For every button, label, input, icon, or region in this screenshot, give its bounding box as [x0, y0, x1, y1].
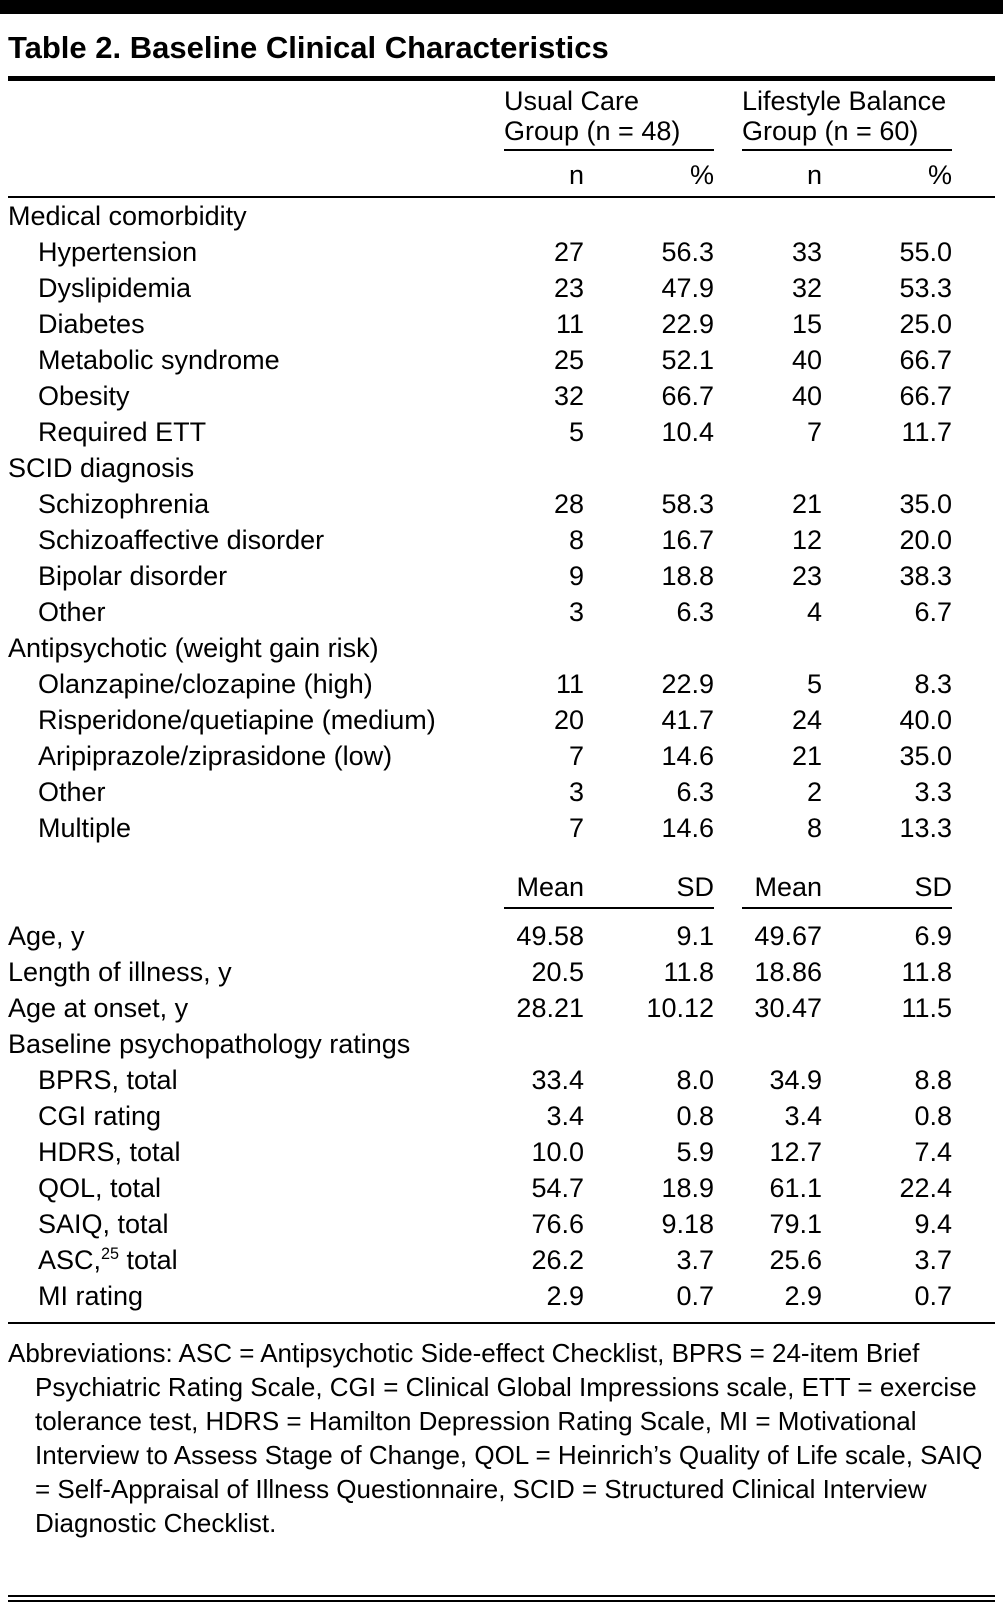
value-cell: 20.5: [531, 957, 584, 987]
value-cell: 54.7: [531, 1173, 584, 1203]
value-cell: 34.9: [769, 1065, 822, 1095]
row-label: Aripiprazole/ziprasidone (low): [38, 741, 393, 771]
spacer-cell: [952, 1062, 995, 1098]
value-cell: 5: [806, 669, 822, 699]
value-cell: 35.0: [899, 741, 952, 771]
value-cell: 6.9: [914, 921, 952, 951]
group-header-line: Group (n = 48): [504, 116, 681, 146]
row-label: Diabetes: [38, 309, 145, 339]
table-row: [8, 1170, 995, 1206]
row-label: Obesity: [38, 381, 130, 411]
spacer-cell: [714, 846, 742, 908]
table-row: [8, 666, 995, 702]
value-cell: 8.8: [914, 1065, 952, 1095]
spacer-cell: [952, 270, 995, 306]
section-header-row: [8, 450, 995, 486]
table-row: [8, 1062, 995, 1098]
spacer-cell: [952, 558, 995, 594]
value-cell: 22.9: [661, 669, 714, 699]
row-label: Olanzapine/clozapine (high): [38, 669, 373, 699]
value-cell: 26.2: [531, 1245, 584, 1275]
table-row: [8, 1242, 995, 1278]
row-label: SAIQ, total: [38, 1209, 169, 1239]
group-header-line: Lifestyle Balance: [742, 86, 947, 116]
row-label: Bipolar disorder: [38, 561, 228, 591]
spacer-cell: [714, 414, 742, 450]
spacer-cell: [952, 378, 995, 414]
value-cell: 2: [806, 777, 822, 807]
spacer-cell: [714, 954, 742, 990]
row-label: Hypertension: [38, 237, 198, 267]
value-cell: 32: [553, 381, 584, 411]
spacer-cell: [952, 774, 995, 810]
value-cell: 0.8: [914, 1101, 952, 1131]
value-cell: 7: [568, 813, 584, 843]
group-header-lifestyle-balance: [742, 83, 952, 150]
value-cell: 22.4: [899, 1173, 952, 1203]
value-cell: 40: [791, 345, 822, 375]
column-header-percent: %: [927, 160, 952, 190]
footnote-rule: [8, 1322, 995, 1324]
mean-header-body: [8, 846, 995, 908]
spacer-cell: [714, 990, 742, 1026]
value-cell: 47.9: [661, 273, 714, 303]
value-cell: 9.4: [914, 1209, 952, 1239]
table-title: Table 2. Baseline Clinical Characteristics: [8, 30, 609, 65]
spacer-cell: [8, 846, 504, 908]
spacer-cell: [714, 234, 742, 270]
value-cell: 3.3: [914, 777, 952, 807]
column-header-n: n: [568, 160, 584, 190]
spacer-cell: [714, 1134, 742, 1170]
value-cell: 30.47: [754, 993, 822, 1023]
bottom-double-rule: [8, 1595, 995, 1602]
table-row: [8, 306, 995, 342]
value-cell: 58.3: [661, 489, 714, 519]
spacer-cell: [714, 150, 742, 196]
vertical-spacer-row: [8, 908, 995, 918]
value-cell: 0.7: [676, 1281, 714, 1311]
value-cell: 18.9: [661, 1173, 714, 1203]
value-cell: 41.7: [661, 705, 714, 735]
spacer-cell: [952, 1170, 995, 1206]
value-cell: 0.8: [676, 1101, 714, 1131]
value-cell: 53.3: [899, 273, 952, 303]
row-label: QOL, total: [38, 1173, 162, 1203]
value-cell: 28: [553, 489, 584, 519]
spacer-cell: [952, 414, 995, 450]
spacer-cell: [714, 666, 742, 702]
value-cell: 9.18: [661, 1209, 714, 1239]
spacer-cell: [8, 908, 995, 918]
table-row: [8, 918, 995, 954]
value-cell: 16.7: [661, 525, 714, 555]
row-label: BPRS, total: [38, 1065, 178, 1095]
spacer-cell: [714, 1062, 742, 1098]
section-label: Antipsychotic (weight gain risk): [8, 633, 379, 663]
value-cell: 40: [791, 381, 822, 411]
spacer-cell: [714, 306, 742, 342]
value-cell: 11.7: [901, 417, 952, 447]
value-cell: 24: [791, 705, 822, 735]
group-header-row: [8, 83, 995, 150]
spacer-cell: [952, 810, 995, 846]
spacer-cell: [714, 1206, 742, 1242]
abbreviations-footnote: Abbreviations: ASC = Antipsychotic Side-effect Checklist, BPRS = 24-item Brief Psychiatric Rating Scale, CGI = Clinical Global Impressions scale, ETT = exercise tolerance test, HDRS = Hamilton Depression Rating Scale, MI = Motivational Interview to Assess Stage of Change, QOL = Heinrich’s Quality of Life scale, SAIQ = Self-Appraisal of Illness Questionnaire, SCID = Structured Clinical Interview Diagnostic Checklist.: [8, 1338, 983, 1538]
row-label: Required ETT: [38, 417, 207, 447]
row-label: Age at onset, y: [8, 993, 189, 1023]
spacer-cell: [952, 83, 995, 150]
table-row: [8, 1278, 995, 1314]
column-header-sd: SD: [822, 846, 952, 908]
spacer-cell: [952, 666, 995, 702]
spacer-cell: [714, 486, 742, 522]
spacer-cell: [714, 1242, 742, 1278]
row-label: Schizoaffective disorder: [38, 525, 325, 555]
spacer-cell: [952, 846, 995, 908]
value-cell: 66.7: [899, 345, 952, 375]
value-cell: 11: [555, 669, 584, 699]
table-row: [8, 270, 995, 306]
section-header-row: [8, 1026, 995, 1062]
value-cell: 9: [568, 561, 584, 591]
value-cell: 14.6: [661, 813, 714, 843]
value-cell: 2.9: [784, 1281, 822, 1311]
value-cell: 13.3: [899, 813, 952, 843]
spacer-cell: [952, 1098, 995, 1134]
spacer-cell: [952, 702, 995, 738]
mean-subheader-row: [8, 846, 995, 908]
value-cell: 11.8: [901, 957, 952, 987]
table-row: [8, 486, 995, 522]
value-cell: 8.0: [676, 1065, 714, 1095]
value-cell: 25: [553, 345, 584, 375]
spacer-cell: [952, 918, 995, 954]
title-rule: [8, 76, 995, 81]
spacer-cell: [952, 1134, 995, 1170]
table-row: [8, 774, 995, 810]
spacer-cell: [952, 954, 995, 990]
count-section-body: [8, 197, 995, 846]
spacer-cell: [952, 234, 995, 270]
value-cell: 21: [791, 489, 822, 519]
table-row: [8, 990, 995, 1026]
value-cell: 18.8: [661, 561, 714, 591]
value-cell: 27: [553, 237, 584, 267]
value-cell: 12.7: [769, 1137, 822, 1167]
value-cell: 38.3: [899, 561, 952, 591]
spacer-cell: [952, 738, 995, 774]
value-cell: 28.21: [516, 993, 584, 1023]
value-cell: 3.7: [676, 1245, 714, 1275]
value-cell: 15: [791, 309, 822, 339]
spacer-cell: [952, 990, 995, 1026]
spacer-cell: [952, 306, 995, 342]
value-cell: 10.12: [646, 993, 714, 1023]
value-cell: 40.0: [899, 705, 952, 735]
value-cell: 10.4: [661, 417, 714, 447]
value-cell: 22.9: [661, 309, 714, 339]
table-row: [8, 594, 995, 630]
row-label: Length of illness, y: [8, 957, 232, 987]
row-label: Age, y: [8, 921, 85, 951]
value-cell: 10.0: [531, 1137, 584, 1167]
top-rule: [0, 0, 1003, 14]
group-header-line: Group (n = 60): [742, 116, 919, 146]
value-cell: 61.1: [769, 1173, 822, 1203]
row-label: MI rating: [38, 1281, 144, 1311]
value-cell: 6.3: [676, 777, 714, 807]
value-cell: 2.9: [546, 1281, 584, 1311]
spacer-cell: [952, 594, 995, 630]
table-row: [8, 954, 995, 990]
value-cell: 25.6: [769, 1245, 822, 1275]
value-cell: 4: [806, 597, 822, 627]
column-header-mean: Mean: [504, 846, 584, 908]
spacer-cell: [8, 83, 504, 150]
row-label: HDRS, total: [38, 1137, 181, 1167]
value-cell: 21: [791, 741, 822, 771]
section-label: SCID diagnosis: [8, 453, 195, 483]
table-row: [8, 1134, 995, 1170]
section-label: Baseline psychopathology ratings: [8, 1029, 411, 1059]
value-cell: 55.0: [899, 237, 952, 267]
value-cell: 11: [555, 309, 584, 339]
count-subheader-row: [8, 150, 995, 196]
value-cell: 3.4: [546, 1101, 584, 1131]
value-cell: 12: [791, 525, 822, 555]
spacer-cell: [714, 270, 742, 306]
value-cell: 33: [791, 237, 822, 267]
value-cell: 6.3: [676, 597, 714, 627]
row-label: CGI rating: [38, 1101, 162, 1131]
value-cell: 3: [568, 597, 584, 627]
value-cell: 20.0: [899, 525, 952, 555]
value-cell: 23: [791, 561, 822, 591]
spacer-cell: [952, 522, 995, 558]
value-cell: 25.0: [899, 309, 952, 339]
value-cell: 7: [568, 741, 584, 771]
spacer-cell: [952, 1206, 995, 1242]
value-cell: 3: [568, 777, 584, 807]
row-label: Risperidone/quetiapine (medium): [38, 705, 436, 735]
table-row: [8, 702, 995, 738]
row-label: Metabolic syndrome: [38, 345, 280, 375]
spacer-cell: [714, 810, 742, 846]
value-cell: 20: [553, 705, 584, 735]
column-header-mean: Mean: [742, 846, 822, 908]
mean-section-body: [8, 908, 995, 1314]
reference-superscript: 25: [101, 1245, 120, 1263]
column-header-sd: SD: [584, 846, 714, 908]
value-cell: 7: [806, 417, 822, 447]
value-cell: 8.3: [914, 669, 952, 699]
value-cell: 79.1: [769, 1209, 822, 1239]
row-label: Other: [38, 777, 106, 807]
baseline-clinical-characteristics-table: [8, 83, 995, 1314]
value-cell: 6.7: [914, 597, 952, 627]
value-cell: 56.3: [661, 237, 714, 267]
spacer-cell: [714, 702, 742, 738]
row-label: Dyslipidemia: [38, 273, 192, 303]
row-label: Other: [38, 597, 106, 627]
value-cell: 8: [568, 525, 584, 555]
table-row: [8, 522, 995, 558]
value-cell: 0.7: [914, 1281, 952, 1311]
table-row: [8, 234, 995, 270]
spacer-cell: [714, 1278, 742, 1314]
spacer-cell: [714, 522, 742, 558]
spacer-cell: [714, 342, 742, 378]
spacer-cell: [714, 738, 742, 774]
value-cell: 9.1: [676, 921, 714, 951]
value-cell: 14.6: [661, 741, 714, 771]
value-cell: 23: [553, 273, 584, 303]
spacer-cell: [714, 774, 742, 810]
value-cell: 66.7: [899, 381, 952, 411]
spacer-cell: [714, 594, 742, 630]
spacer-cell: [952, 150, 995, 196]
row-label: Multiple: [38, 813, 132, 843]
value-cell: 76.6: [531, 1209, 584, 1239]
value-cell: 66.7: [661, 381, 714, 411]
group-header-usual-care: [504, 83, 714, 150]
value-cell: 35.0: [899, 489, 952, 519]
column-header-percent: %: [689, 160, 714, 190]
value-cell: 11.8: [663, 957, 714, 987]
column-header-n: n: [806, 160, 822, 190]
value-cell: 18.86: [754, 957, 822, 987]
spacer-cell: [714, 83, 742, 150]
value-cell: 32: [791, 273, 822, 303]
row-label: ASC,$^{25}$ total: [38, 1245, 178, 1275]
spacer-cell: [952, 1242, 995, 1278]
spacer-cell: [714, 378, 742, 414]
table-row: [8, 738, 995, 774]
value-cell: 5: [568, 417, 584, 447]
group-header-line: Usual Care: [504, 86, 640, 116]
value-cell: 52.1: [661, 345, 714, 375]
table-row: [8, 558, 995, 594]
table-row: [8, 378, 995, 414]
spacer-cell: [952, 1278, 995, 1314]
table-row: [8, 342, 995, 378]
value-cell: 5.9: [676, 1137, 714, 1167]
value-cell: 7.4: [914, 1137, 952, 1167]
spacer-cell: [952, 486, 995, 522]
table-row: [8, 1206, 995, 1242]
spacer-cell: [714, 558, 742, 594]
value-cell: 49.58: [516, 921, 584, 951]
value-cell: 33.4: [531, 1065, 584, 1095]
value-cell: 11.5: [901, 993, 952, 1023]
spacer-cell: [8, 150, 504, 196]
spacer-cell: [714, 918, 742, 954]
value-cell: 49.67: [754, 921, 822, 951]
value-cell: 8: [806, 813, 822, 843]
spacer-cell: [714, 1098, 742, 1134]
spacer-cell: [714, 1170, 742, 1206]
table-row: [8, 810, 995, 846]
spacer-cell: [952, 342, 995, 378]
table-row: [8, 1098, 995, 1134]
row-label: Schizophrenia: [38, 489, 210, 519]
section-header-row: [8, 630, 995, 666]
section-header-row: [8, 197, 995, 234]
value-cell: 3.4: [784, 1101, 822, 1131]
section-label: Medical comorbidity: [8, 201, 247, 231]
value-cell: 3.7: [914, 1245, 952, 1275]
table-row: [8, 414, 995, 450]
